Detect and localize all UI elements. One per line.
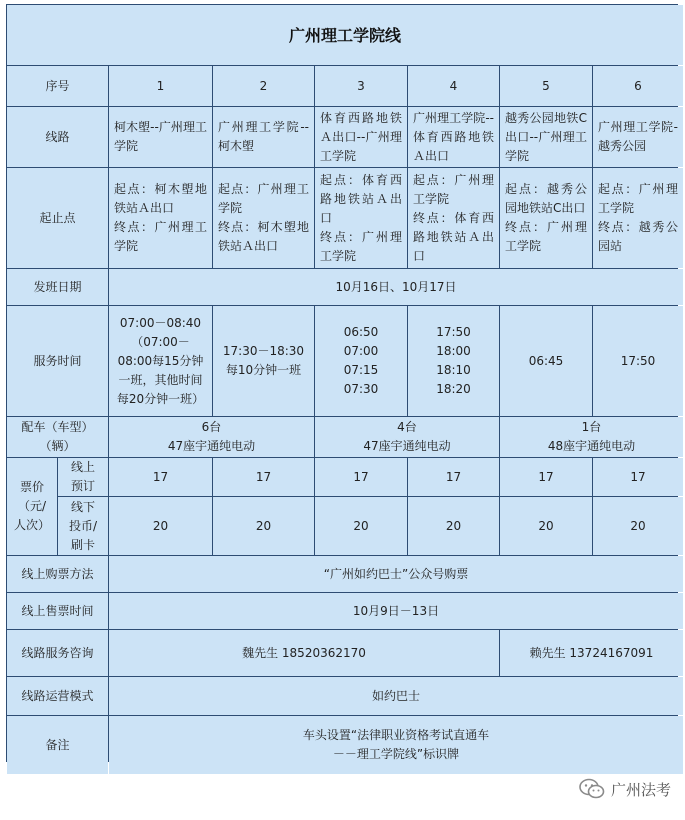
price-label-text: 票价 （元/ 人次） xyxy=(13,480,50,532)
seq-cell-text: 1 xyxy=(156,78,165,93)
remark-cell xyxy=(109,716,683,774)
endpoints-label xyxy=(7,168,108,268)
price-online-label-text: 线上 预订 xyxy=(70,460,95,493)
price-online-cell xyxy=(593,458,683,496)
seq-cell xyxy=(213,66,314,106)
date-label-text: 发班日期 xyxy=(33,279,82,294)
date-cell xyxy=(109,269,683,305)
endpoints-cell xyxy=(408,168,499,268)
sale-time-label xyxy=(7,593,108,629)
price-offline-label xyxy=(58,497,108,555)
sale-time-cell xyxy=(109,593,683,629)
wechat-icon xyxy=(579,778,605,800)
endpoints-cell-text: 起点：广州理工学院 终点：体育西路地铁站Ａ出口 xyxy=(413,172,494,263)
price-offline-cell xyxy=(213,497,314,555)
vehicle-cell-text: 4台 47座宇通纯电动 xyxy=(363,420,451,453)
consult-cell xyxy=(109,630,499,676)
remark-label xyxy=(7,716,108,774)
service-time-cell-text: 17:50 18:00 18:10 18:20 xyxy=(436,325,471,396)
price-online-cell xyxy=(315,458,407,496)
price-online-cell-text: 17 xyxy=(255,469,272,484)
price-offline-cell xyxy=(109,497,212,555)
service-time-cell-text: 17:50 xyxy=(620,353,656,368)
vehicle-cell xyxy=(109,417,314,457)
route-cell-text: 越秀公园地铁C出口--广州理工学院 xyxy=(505,110,587,163)
consult-label xyxy=(7,630,108,676)
consult-cell-text: 魏先生 18520362170 xyxy=(242,645,366,660)
buy-method-cell-text: “广州如约巴士”公众号购票 xyxy=(323,566,469,581)
endpoints-cell xyxy=(500,168,592,268)
price-online-cell-text: 17 xyxy=(630,469,646,484)
route-cell xyxy=(315,107,407,167)
service-time-cell-text: 17:30－18:30 每10分钟一班 xyxy=(222,344,305,377)
buy-method-label-text: 线上购票方法 xyxy=(21,566,94,581)
schedule-table xyxy=(6,4,678,762)
seq-cell xyxy=(109,66,212,106)
route-cell-text: 柯木塱--广州理工学院 xyxy=(114,120,207,153)
price-online-cell-text: 17 xyxy=(445,469,462,484)
price-offline-cell-text: 20 xyxy=(445,518,462,533)
service-time-cell xyxy=(408,306,499,416)
price-offline-cell xyxy=(593,497,683,555)
service-time-cell xyxy=(109,306,212,416)
price-offline-cell-text: 20 xyxy=(353,518,369,533)
buy-method-label xyxy=(7,556,108,592)
price-label xyxy=(7,458,57,555)
price-offline-cell xyxy=(500,497,592,555)
price-online-cell xyxy=(109,458,212,496)
seq-cell xyxy=(408,66,499,106)
seq-cell xyxy=(593,66,683,106)
consult-label-text: 线路服务咨询 xyxy=(21,645,94,660)
remark-label-text: 备注 xyxy=(45,737,70,752)
sale-time-label-text: 线上售票时间 xyxy=(21,603,94,618)
service-time-cell xyxy=(213,306,314,416)
seq-label xyxy=(7,66,108,106)
seq-cell xyxy=(315,66,407,106)
route-cell xyxy=(213,107,314,167)
route-cell xyxy=(593,107,683,167)
service-time-cell xyxy=(593,306,683,416)
price-online-cell xyxy=(213,458,314,496)
route-label-text: 线路 xyxy=(45,129,70,144)
buy-method-cell xyxy=(109,556,683,592)
price-offline-cell-text: 20 xyxy=(152,518,169,533)
sale-time-cell-text: 10月9日－13日 xyxy=(352,603,440,618)
route-cell-text: 体育西路地铁Ａ出口--广州理工学院 xyxy=(320,110,402,163)
vehicle-cell-text: 6台 47座宇通纯电动 xyxy=(167,420,256,453)
endpoints-cell-text: 起点：广州理工学院 终点：柯木塱地铁站Ａ出口 xyxy=(218,182,309,253)
price-offline-cell-text: 20 xyxy=(630,518,646,533)
route-cell-text: 广州理工学院--柯木塱 xyxy=(218,120,309,153)
date-label xyxy=(7,269,108,305)
seq-cell xyxy=(500,66,592,106)
vehicle-cell xyxy=(315,417,499,457)
endpoints-cell xyxy=(213,168,314,268)
mode-cell xyxy=(109,677,683,715)
route-cell-text: 广州理工学院-越秀公园 xyxy=(598,120,678,153)
route-cell xyxy=(500,107,592,167)
price-offline-cell xyxy=(408,497,499,555)
route-label xyxy=(7,107,108,167)
price-online-cell-text: 17 xyxy=(152,469,169,484)
endpoints-label-text: 起止点 xyxy=(39,210,76,225)
vehicle-label-text: 配车（车型） （辆） xyxy=(21,420,94,453)
seq-cell-text: 6 xyxy=(634,78,642,93)
service-time-cell xyxy=(500,306,592,416)
vehicle-label xyxy=(7,417,108,457)
service-time-label-text: 服务时间 xyxy=(33,353,82,368)
seq-cell-text: 3 xyxy=(357,78,365,93)
endpoints-cell xyxy=(315,168,407,268)
seq-cell-text: 5 xyxy=(542,78,550,93)
price-online-cell-text: 17 xyxy=(538,469,554,484)
service-time-cell-text: 07:00－08:40 （07:00－08:00每15分钟一班，其他时间每20分钟一班） xyxy=(116,315,205,406)
table-title xyxy=(7,5,683,65)
service-time-cell-text: 06:50 07:00 07:15 07:30 xyxy=(343,325,379,396)
route-cell xyxy=(408,107,499,167)
price-offline-cell-text: 20 xyxy=(255,518,272,533)
service-time-cell xyxy=(315,306,407,416)
remark-cell-text: 车头设置“法律职业资格考试直通车 －－理工学院线”标识牌 xyxy=(302,728,490,761)
vehicle-cell xyxy=(500,417,683,457)
endpoints-cell-text: 起点：广州理工学院 终点：越秀公园站 xyxy=(598,182,678,253)
mode-label xyxy=(7,677,108,715)
consult-cell xyxy=(500,630,683,676)
price-online-cell xyxy=(500,458,592,496)
service-time-label xyxy=(7,306,108,416)
consult-cell-text: 赖先生 13724167091 xyxy=(529,645,654,660)
endpoints-cell xyxy=(593,168,683,268)
seq-cell-text: 4 xyxy=(449,78,458,93)
route-cell xyxy=(109,107,212,167)
price-offline-cell xyxy=(315,497,407,555)
route-cell-text: 广州理工学院--体育西路地铁Ａ出口 xyxy=(413,110,494,163)
vehicle-cell-text: 1台 48座宇通纯电动 xyxy=(547,420,636,453)
date-cell-text: 10月16日、10月17日 xyxy=(335,279,457,294)
endpoints-cell-text: 起点：越秀公园地铁站C出口 终点：广州理工学院 xyxy=(505,182,587,253)
endpoints-cell-text: 起点：体育西路地铁站Ａ出口 终点：广州理工学院 xyxy=(320,172,402,263)
endpoints-cell xyxy=(109,168,212,268)
mode-cell-text: 如约巴士 xyxy=(371,688,420,703)
service-time-cell-text: 06:45 xyxy=(528,353,564,368)
price-online-cell xyxy=(408,458,499,496)
footer-brand xyxy=(579,778,671,800)
seq-label-text: 序号 xyxy=(45,78,70,93)
price-offline-cell-text: 20 xyxy=(538,518,554,533)
footer-brand-text: 广州法考 xyxy=(610,780,671,799)
price-online-cell-text: 17 xyxy=(353,469,369,484)
endpoints-cell-text: 起点：柯木塱地铁站Ａ出口 终点：广州理工学院 xyxy=(114,182,207,253)
mode-label-text: 线路运营模式 xyxy=(21,688,94,703)
seq-cell-text: 2 xyxy=(259,78,268,93)
table-title-text: 广州理工学院线 xyxy=(288,25,401,45)
price-offline-label-text: 线下 投币/ 刷卡 xyxy=(68,499,98,552)
price-online-label xyxy=(58,458,108,496)
